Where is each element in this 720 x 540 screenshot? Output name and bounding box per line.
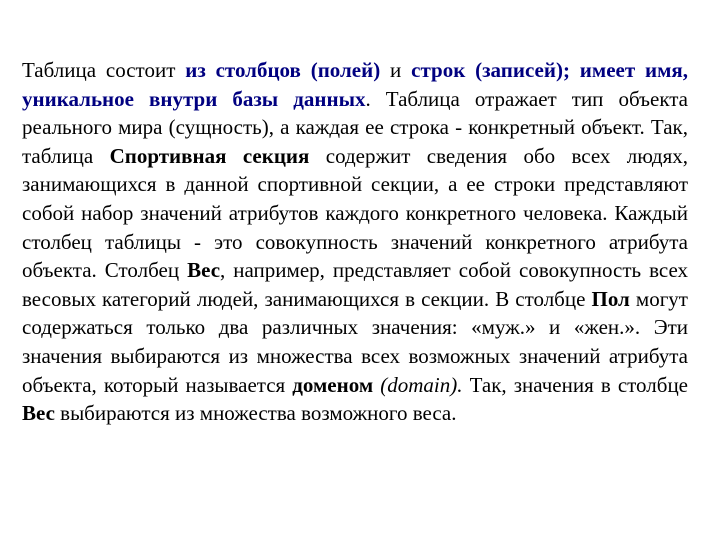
text-run-plain: . Таблица отражает тип объекта реального мира (сущность), а каждая ее строка - конкретный объект. Так, таблица (22, 86, 688, 168)
term-gender: Пол (591, 286, 630, 311)
body-paragraph (22, 56, 688, 428)
text-run-plain: и (380, 58, 412, 82)
term-rows-records: строк (записей); имеет имя, уникальное внутри базы данных (22, 58, 689, 111)
term-weight: Вес (187, 258, 221, 283)
text-run-plain: могут содержаться только два различных значения: «муж.» и «жен.». Эти значения выбираются из множества всех возможных значений атрибута объекта, который называется (22, 286, 688, 397)
text-run-plain: Таблица состоит (22, 58, 186, 82)
term-domain: доменом (292, 372, 374, 397)
term-sport-section: Спортивная секция (109, 143, 310, 168)
text-run-plain: Так, значения в столбце (462, 372, 688, 397)
term-domain-english: (domain). (380, 372, 463, 397)
term-weight-second: Вес (22, 401, 55, 426)
text-run-plain: , например, представляет собой совокупность всех весовых категорий людей, занимающихся в секции. В столбце (22, 258, 688, 311)
text-run-plain: содержит сведения обо всех людях, занимающихся в данной спортивной секции, а ее строки представляют собой набор значений атрибутов каждого конкретного человека. Каждый столбец таблицы - это совокупность значений конкретного атрибута объекта. Столбец (22, 143, 688, 283)
text-run-plain: выбираются из множества возможного веса. (54, 401, 457, 426)
term-columns-fields: из столбцов (полей) (185, 58, 381, 82)
